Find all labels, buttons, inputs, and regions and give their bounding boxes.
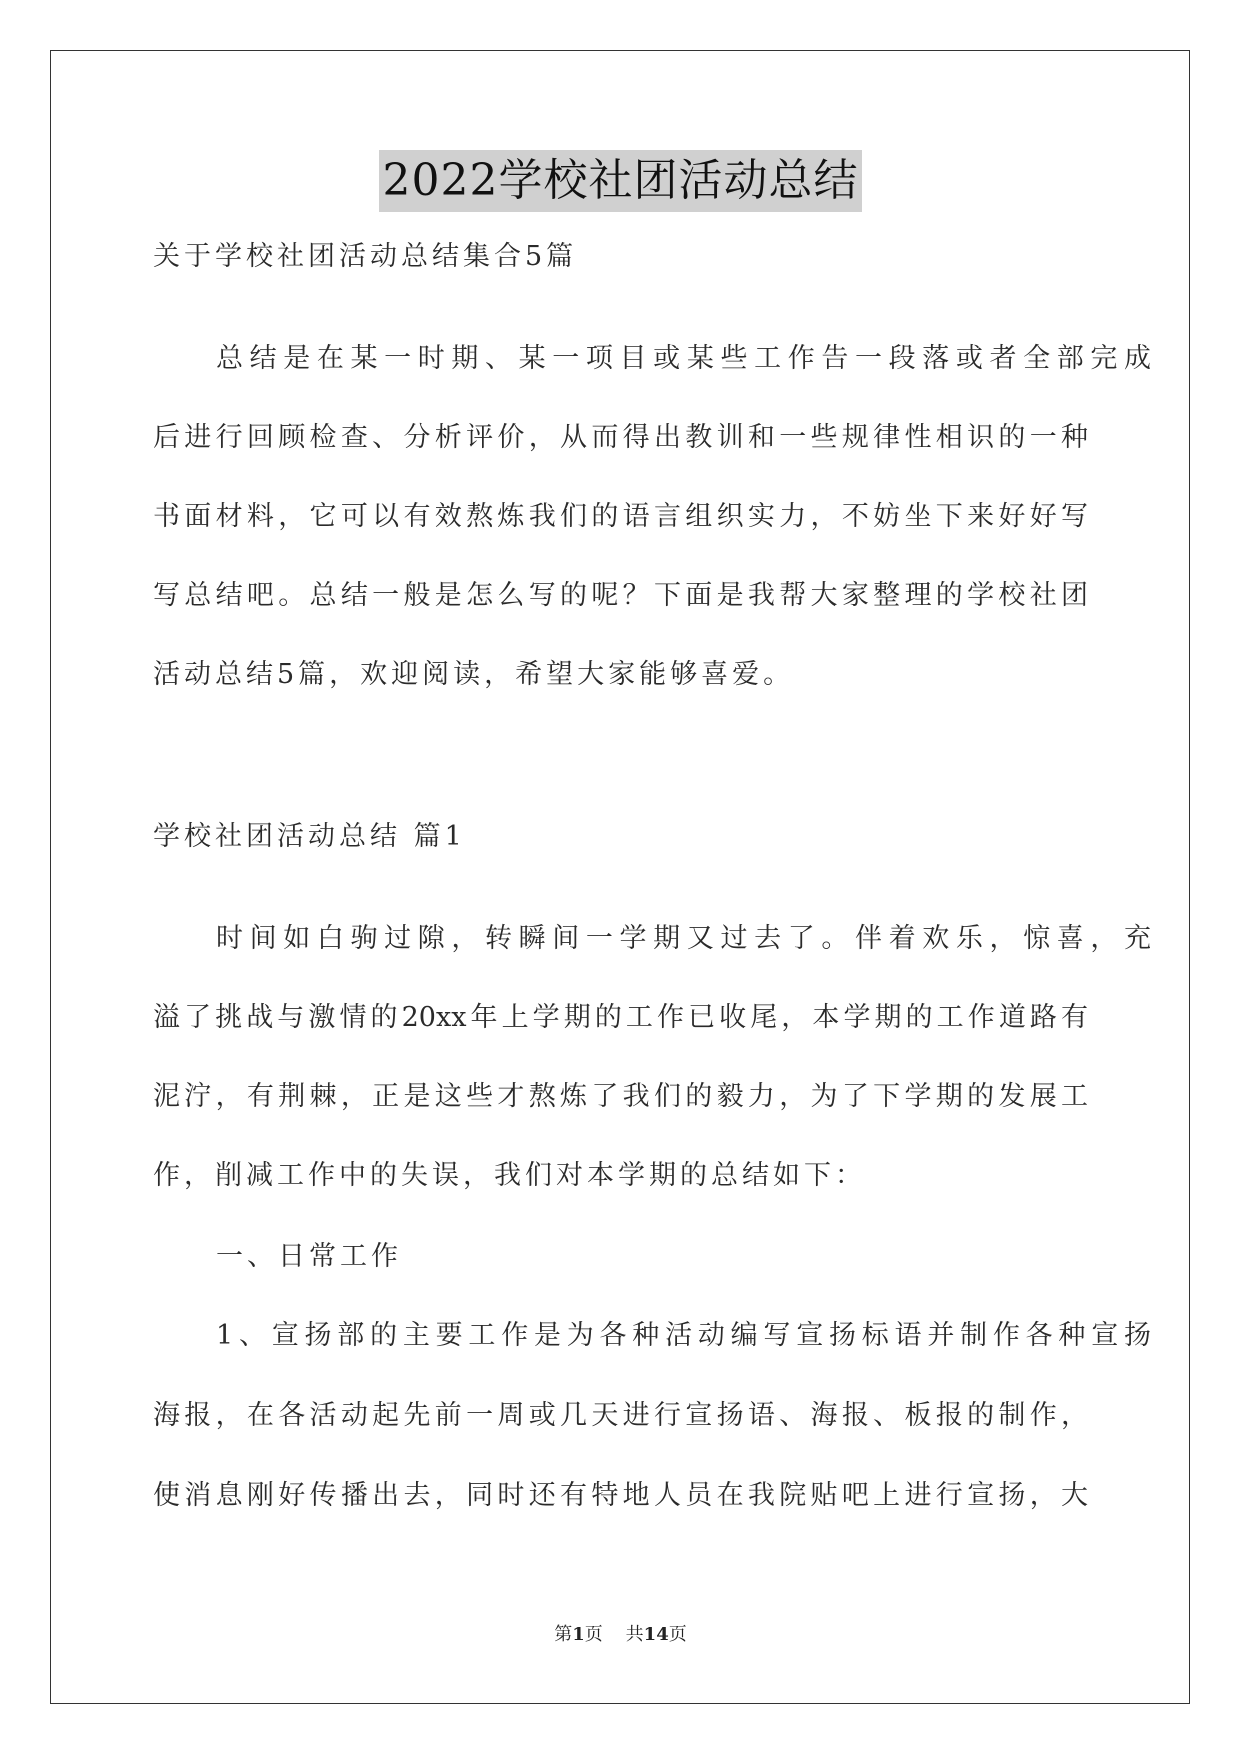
section-line: 泥泞，有荆棘，正是这些才熬炼了我们的毅力，为了下学期的发展工 bbox=[153, 1081, 1088, 1112]
page-border bbox=[50, 50, 1190, 1704]
intro-line: 总结是在某一时期、某一项目或某些工作告一段落或者全部完成 bbox=[216, 343, 1151, 374]
title-container bbox=[0, 150, 1241, 212]
section-line: 溢了挑战与激情的20xx年上学期的工作已收尾，本学期的工作道路有 bbox=[153, 1002, 1088, 1033]
page-footer bbox=[0, 1623, 1241, 1647]
total-suffix: 页 bbox=[668, 1624, 687, 1645]
page-prefix: 第 bbox=[554, 1624, 573, 1645]
section-heading: 学校社团活动总结 篇1 bbox=[153, 821, 466, 852]
document-title: 2022学校社团活动总结 bbox=[379, 150, 863, 212]
total-pages: 14 bbox=[643, 1624, 669, 1645]
intro-line: 活动总结5篇，欢迎阅读，希望大家能够喜爱。 bbox=[153, 659, 795, 690]
section-line: 作，削减工作中的失误，我们对本学期的总结如下： bbox=[153, 1160, 866, 1191]
intro-line: 后进行回顾检查、分析评价，从而得出教训和一些规律性相识的一种 bbox=[153, 422, 1088, 453]
intro-line: 书面材料，它可以有效熬炼我们的语言组织实力，不妨坐下来好好写 bbox=[153, 501, 1088, 532]
intro-line: 写总结吧。总结一般是怎么写的呢？下面是我帮大家整理的学校社团 bbox=[153, 580, 1088, 611]
total-prefix: 共 bbox=[625, 1624, 644, 1645]
item-line: 1、宣扬部的主要工作是为各种活动编写宣扬标语并制作各种宣扬 bbox=[216, 1320, 1151, 1351]
page-number: 1 bbox=[572, 1624, 585, 1645]
subheading: 一、日常工作 bbox=[216, 1241, 402, 1272]
item-line: 海报，在各活动起先前一周或几天进行宣扬语、海报、板报的制作， bbox=[153, 1400, 1088, 1431]
item-line: 使消息刚好传播出去，同时还有特地人员在我院贴吧上进行宣扬，大 bbox=[153, 1480, 1088, 1511]
page-suffix: 页 bbox=[584, 1624, 603, 1645]
document-subtitle: 关于学校社团活动总结集合5篇 bbox=[153, 241, 578, 272]
section-line: 时间如白驹过隙，转瞬间一学期又过去了。伴着欢乐，惊喜，充 bbox=[216, 923, 1151, 954]
